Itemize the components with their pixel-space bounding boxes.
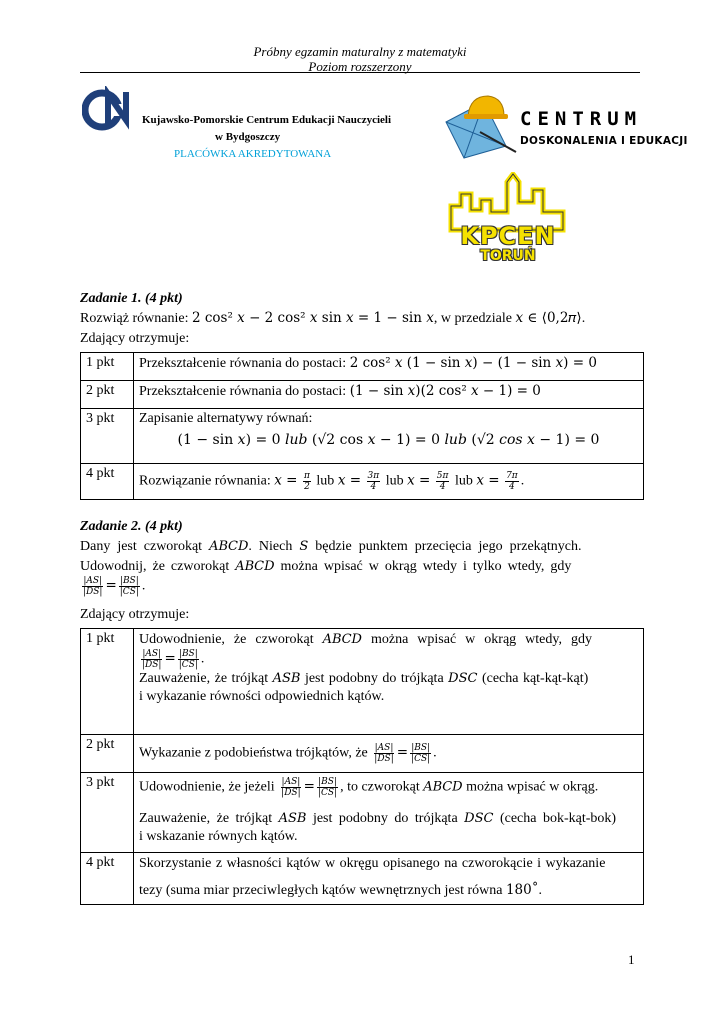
points-cell: 2 pkt: [81, 735, 134, 773]
criterion-cell: Przekształcenie równania do postaci: (1 − sin 𝑥)(2 cos² 𝑥 − 1) = 0: [134, 381, 644, 409]
table-row: [81, 409, 644, 464]
points-cell: 3 pkt: [81, 409, 134, 464]
table-row: [81, 381, 644, 409]
points-cell: 4 pkt: [81, 464, 134, 500]
cen-accreditation: PLACÓWKA AKREDYTOWANA: [174, 148, 332, 160]
table-row: [81, 773, 644, 853]
kpcen-logo: [447, 172, 569, 268]
centrum-emblem: [440, 92, 520, 162]
criterion-cell: Przekształcenie równania do postaci: 2 cos² 𝑥 (1 − sin 𝑥) − (1 − sin 𝑥) = 0: [134, 353, 644, 381]
task1-prompt: Rozwiąż równanie: 2 cos² 𝑥 − 2 cos² 𝑥 sin 𝑥 = 1 − sin 𝑥, w przedziale 𝑥 ∈ ⟨0,2𝜋⟩.: [80, 310, 586, 326]
criterion-cell: Zapisanie alternatywy równań: (1 − sin 𝑥) = 0 𝑙𝑢𝑏 (√2 cos 𝑥 − 1) = 0 𝑙𝑢𝑏 (√2 𝑐𝑜𝑠 𝑥 − 1) = 0: [134, 409, 644, 464]
centrum-subtitle: DOSKONALENIA I EDUKACJI: [520, 135, 688, 147]
task1-scoring-table: [80, 352, 644, 500]
table-row: [81, 853, 644, 905]
task2-condition: $\frac{\text{|𝐴𝑆|}}{\text{|𝐷𝑆|}}$ = $\frac{\text{|𝐵𝑆|}}{\text{|𝐶𝑆|}}$ .: [83, 576, 146, 597]
kpcen-title: KPCEN: [460, 222, 556, 250]
table-row: [81, 353, 644, 381]
task2-title: Zadanie 2. (4 pkt): [80, 519, 183, 534]
points-cell: 2 pkt: [81, 381, 134, 409]
table-row: [81, 464, 644, 500]
task2-intro: Zdający otrzymuje:: [80, 607, 190, 622]
centrum-title: CENTRUM: [520, 108, 643, 130]
task2-scoring-table: [80, 628, 644, 905]
criterion-cell: Udowodnienie, że czworokąt 𝐴𝐵𝐶𝐷 można wpisać w okrąg wtedy, gdy $\frac{\text{|𝐴𝑆|}}{\text{|𝐷𝑆|}}$ = $\frac{\text{|𝐵𝑆|}}{\text{|𝐶𝑆|}}$ . Zauważenie, że trójkąt 𝐴𝑆𝐵 jest podobny do trójkąta 𝐷𝑆𝐶 (cecha kąt-kąt-kąt) i wykazanie równości odpowiednich kątów.: [134, 629, 644, 735]
kpcen-city: TORUŃ: [480, 248, 536, 264]
task1-equation: 2 cos² 𝑥 − 2 cos² 𝑥 sin 𝑥 = 1 − sin 𝑥: [191, 310, 434, 326]
table-row: [81, 735, 644, 773]
task1-title: Zadanie 1. (4 pkt): [80, 291, 183, 306]
table-row: [81, 629, 644, 735]
task2-line2: Udowodnij, że czworokąt 𝐴𝐵𝐶𝐷 można wpisać w okrąg wtedy i tylko wtedy, gdy: [80, 559, 572, 574]
task2-line1: Dany jest czworokąt 𝐴𝐵𝐶𝐷. Niech 𝑆 będzie punktem przecięcia jego przekątnych.: [80, 539, 582, 554]
header-divider: [80, 72, 640, 73]
header-title: Próbny egzamin maturalny z matematyki: [253, 44, 467, 59]
task1-interval: 𝑥 ∈ ⟨0,2𝜋⟩: [515, 310, 582, 326]
criterion-cell: Skorzystanie z własności kątów w okręgu opisanego na czworokącie i wykazanie tezy (suma miar przeciwległych kątów wewnętrznych jest równa 180˚.: [134, 853, 644, 905]
points-cell: 1 pkt: [81, 629, 134, 735]
task1-intro: Zdający otrzymuje:: [80, 331, 190, 346]
page-number: 1: [628, 952, 635, 967]
cen-logo: [82, 86, 144, 134]
points-cell: 4 pkt: [81, 853, 134, 905]
criterion-cell: Rozwiązanie równania: 𝑥 = $\frac{\text{𝜋}}{2}$ lub 𝑥 = $\frac{\text{3𝜋}}{4}$ lub 𝑥 = $\frac{\text{5𝜋}}{4}$ lub 𝑥 = $\frac{\text{7𝜋}}{4}$ .: [134, 464, 644, 500]
criterion-cell: Wykazanie z podobieństwa trójkątów, że $\frac{\text{|𝐴𝑆|}}{\text{|𝐷𝑆|}}$ = $\frac{\text{|𝐵𝑆|}}{\text{|𝐶𝑆|}}$ .: [134, 735, 644, 773]
points-cell: 1 pkt: [81, 353, 134, 381]
points-cell: 3 pkt: [81, 773, 134, 853]
criterion-cell: Udowodnienie, że jeżeli $\frac{\text{|𝐴𝑆|}}{\text{|𝐷𝑆|}}$ = $\frac{\text{|𝐵𝑆|}}{\text{|𝐶𝑆|}}$ , to czworokąt 𝐴𝐵𝐶𝐷 można wpisać w okrąg. Zauważenie, że trójkąt 𝐴𝑆𝐵 jest podobny do trójkąta 𝐷𝑆𝐶 (cecha bok-kąt-bok) i wskazanie równych kątów.: [134, 773, 644, 853]
cen-name: Kujawsko-Pomorskie Centrum Edukacji Nauczycieli: [142, 114, 392, 126]
cen-city: w Bydgoszczy: [215, 131, 281, 143]
header-subtitle: Poziom rozszerzony: [308, 59, 412, 74]
